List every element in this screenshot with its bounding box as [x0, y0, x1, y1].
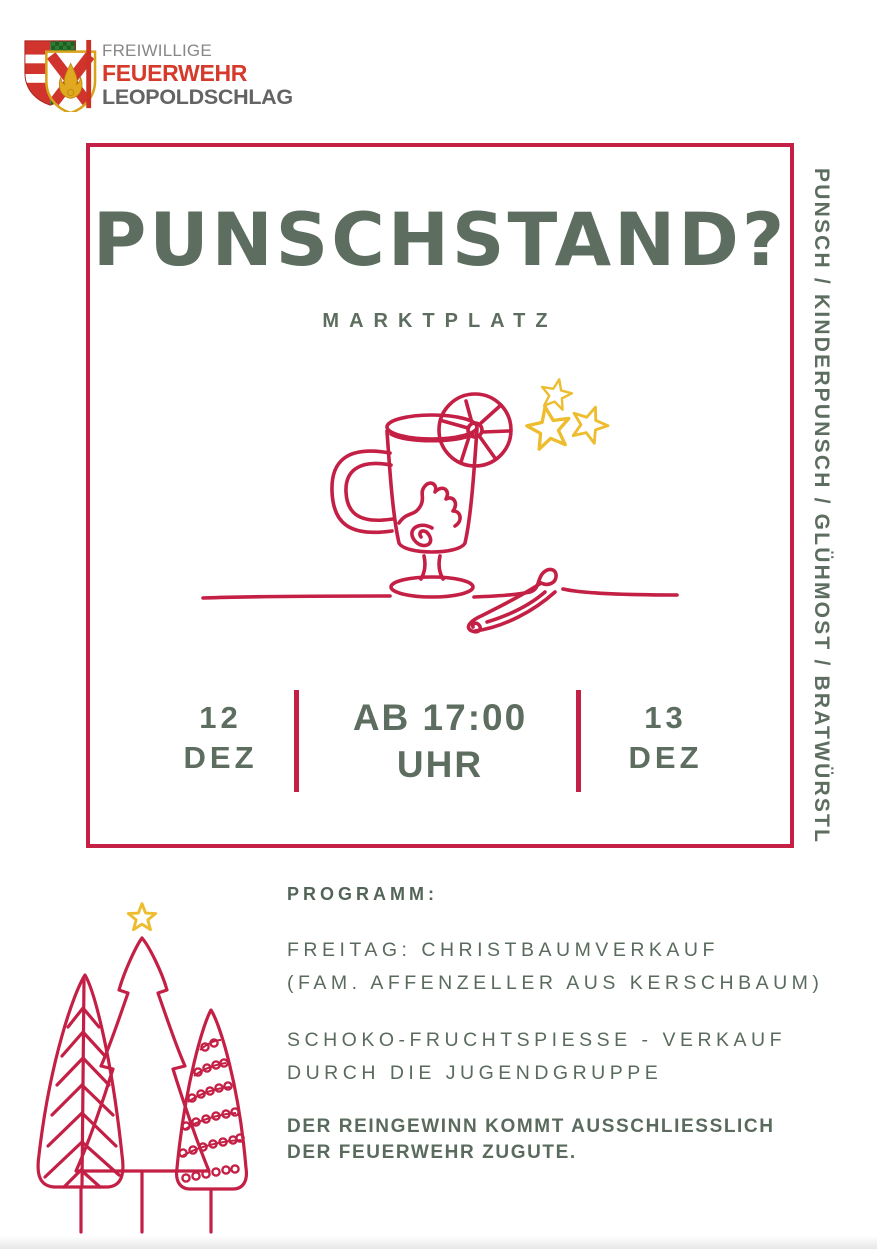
logo-line-freiwillige: FREIWILLIGE	[102, 41, 212, 60]
logo-line-feuerwehr: FEUERWEHR	[102, 60, 248, 86]
program-item	[287, 934, 823, 1000]
date-left-month: DEZ	[183, 740, 258, 775]
date-left	[158, 698, 283, 778]
program-heading: PROGRAMM:	[287, 884, 438, 904]
date-time	[330, 694, 550, 788]
program-item-line: DURCH DIE JUGENDGRUPPE	[287, 1062, 663, 1084]
date-time-line2: UHR	[396, 744, 484, 785]
date-right-day: 13	[644, 700, 687, 735]
fire-brigade-crest-icon	[20, 38, 98, 112]
program-item-line: (FAM. AFFENZELLER AUS KERSCHBAUM)	[287, 972, 824, 994]
program-note-line: DER REINGEWINN KOMMT AUSSCHLIESSLICH	[287, 1116, 775, 1137]
program-note-line: DER FEUERWEHR ZUGUTE.	[287, 1142, 577, 1163]
logo-line-leopoldschlag: LEOPOLDSCHLAG	[102, 85, 293, 109]
page-bottom-shadow	[0, 1236, 877, 1249]
date-divider	[576, 690, 581, 792]
christmas-trees-illustration	[22, 880, 282, 1238]
date-right	[603, 698, 728, 778]
punch-mug-illustration	[185, 365, 685, 645]
poster-subtitle: MARKTPLATZ	[322, 310, 558, 332]
tree-star-icon	[128, 904, 155, 930]
date-left-day: 12	[199, 700, 242, 735]
date-right-month: DEZ	[628, 740, 703, 775]
date-divider	[294, 690, 299, 792]
poster-title: PUNSCHSTAND?	[92, 198, 788, 283]
program-item-line: FREITAG: CHRISTBAUMVERKAUF	[287, 939, 719, 961]
program-note	[287, 1114, 775, 1166]
program-item	[287, 1024, 786, 1090]
program-item-line: SCHOKO-FRUCHTSPIESSE - VERKAUF	[287, 1029, 787, 1051]
logo-divider-bar	[86, 40, 91, 108]
logo-text	[102, 42, 293, 109]
sparkle-stars-icon	[524, 376, 612, 450]
date-time-line1: AB 17:00	[352, 697, 528, 738]
side-offerings-text: PUNSCH / KINDERPUNSCH / GLÜHMOST / BRATWÜRSTL	[810, 168, 833, 845]
